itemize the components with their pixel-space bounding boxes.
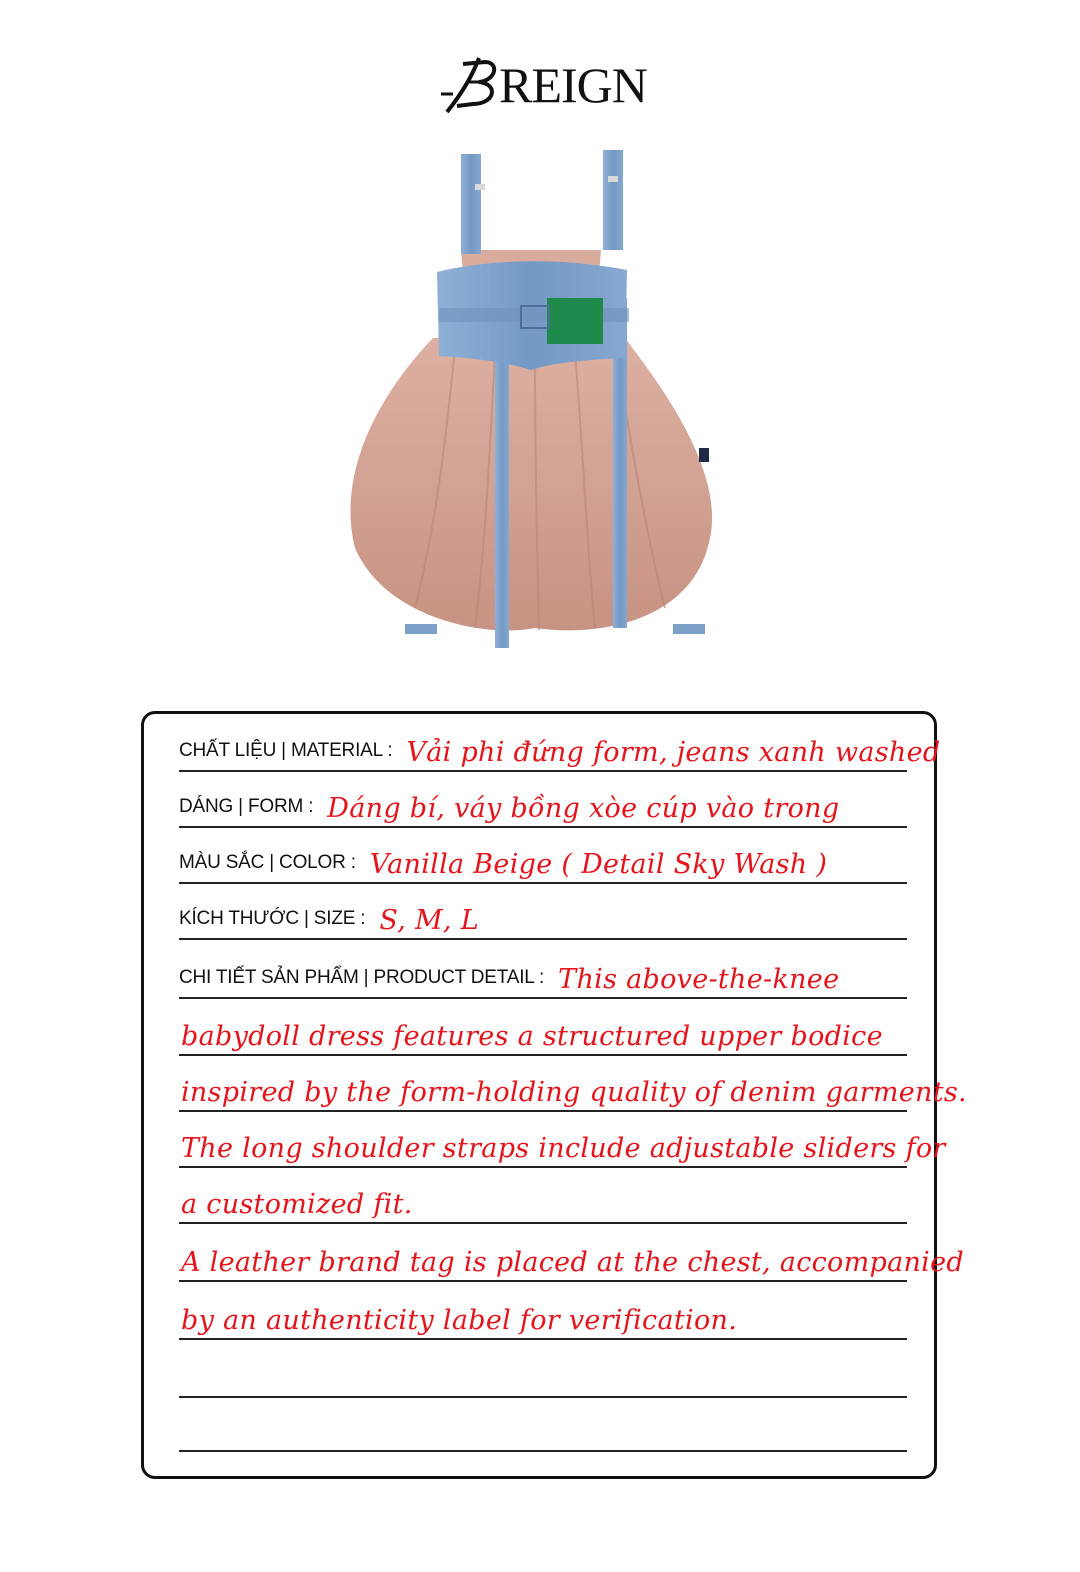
detail-line — [179, 1168, 907, 1224]
detail-line-text: A leather brand tag is placed at the chest, accompanied — [181, 1247, 964, 1278]
color-row — [179, 828, 907, 884]
color-value: Vanilla Beige ( Detail Sky Wash ) — [369, 849, 828, 880]
detail-line-empty — [179, 1396, 907, 1452]
product-image — [325, 148, 725, 668]
detail-line-text: The long shoulder straps include adjustable sliders for — [181, 1133, 946, 1164]
detail-line — [179, 1112, 946, 1168]
color-label: MÀU SẮC | COLOR : — [179, 852, 356, 873]
material-value: Vải phi đứng form, jeans xanh washed — [406, 737, 941, 768]
detail-line-text: inspired by the form-holding quality of denim garments. — [181, 1077, 967, 1108]
form-row — [179, 772, 907, 828]
babydoll-dress-image-icon — [325, 148, 725, 668]
brand-name: REIGN — [499, 57, 647, 113]
detail-line-text: by an authenticity label for verification. — [181, 1305, 738, 1336]
detail-line-text: a customized fit. — [181, 1189, 413, 1220]
material-row — [179, 716, 941, 772]
detail-line — [179, 1226, 964, 1282]
detail-line — [179, 1000, 907, 1056]
detail-line-empty — [179, 1342, 907, 1398]
form-label: DÁNG | FORM : — [179, 796, 314, 817]
size-label: KÍCH THƯỚC | SIZE : — [179, 908, 366, 929]
spec-sheet — [141, 711, 967, 1479]
detail-line — [179, 1284, 907, 1340]
material-label: CHẤT LIỆU | MATERIAL : — [179, 740, 393, 761]
reign-monogram-logo-icon — [433, 52, 505, 118]
brand-logo — [0, 50, 1080, 120]
size-row — [179, 884, 907, 940]
detail-line-text: babydoll dress features a structured upper bodice — [181, 1021, 883, 1052]
detail-row — [179, 943, 907, 999]
form-value: Dáng bí, váy bồng xòe cúp vào trong — [327, 793, 840, 824]
detail-line — [179, 1056, 967, 1112]
size-value: S, M, L — [379, 905, 479, 936]
detail-first-line: This above-the-knee — [558, 964, 840, 995]
detail-label: CHI TIẾT SẢN PHẨM | PRODUCT DETAIL : — [179, 967, 545, 988]
